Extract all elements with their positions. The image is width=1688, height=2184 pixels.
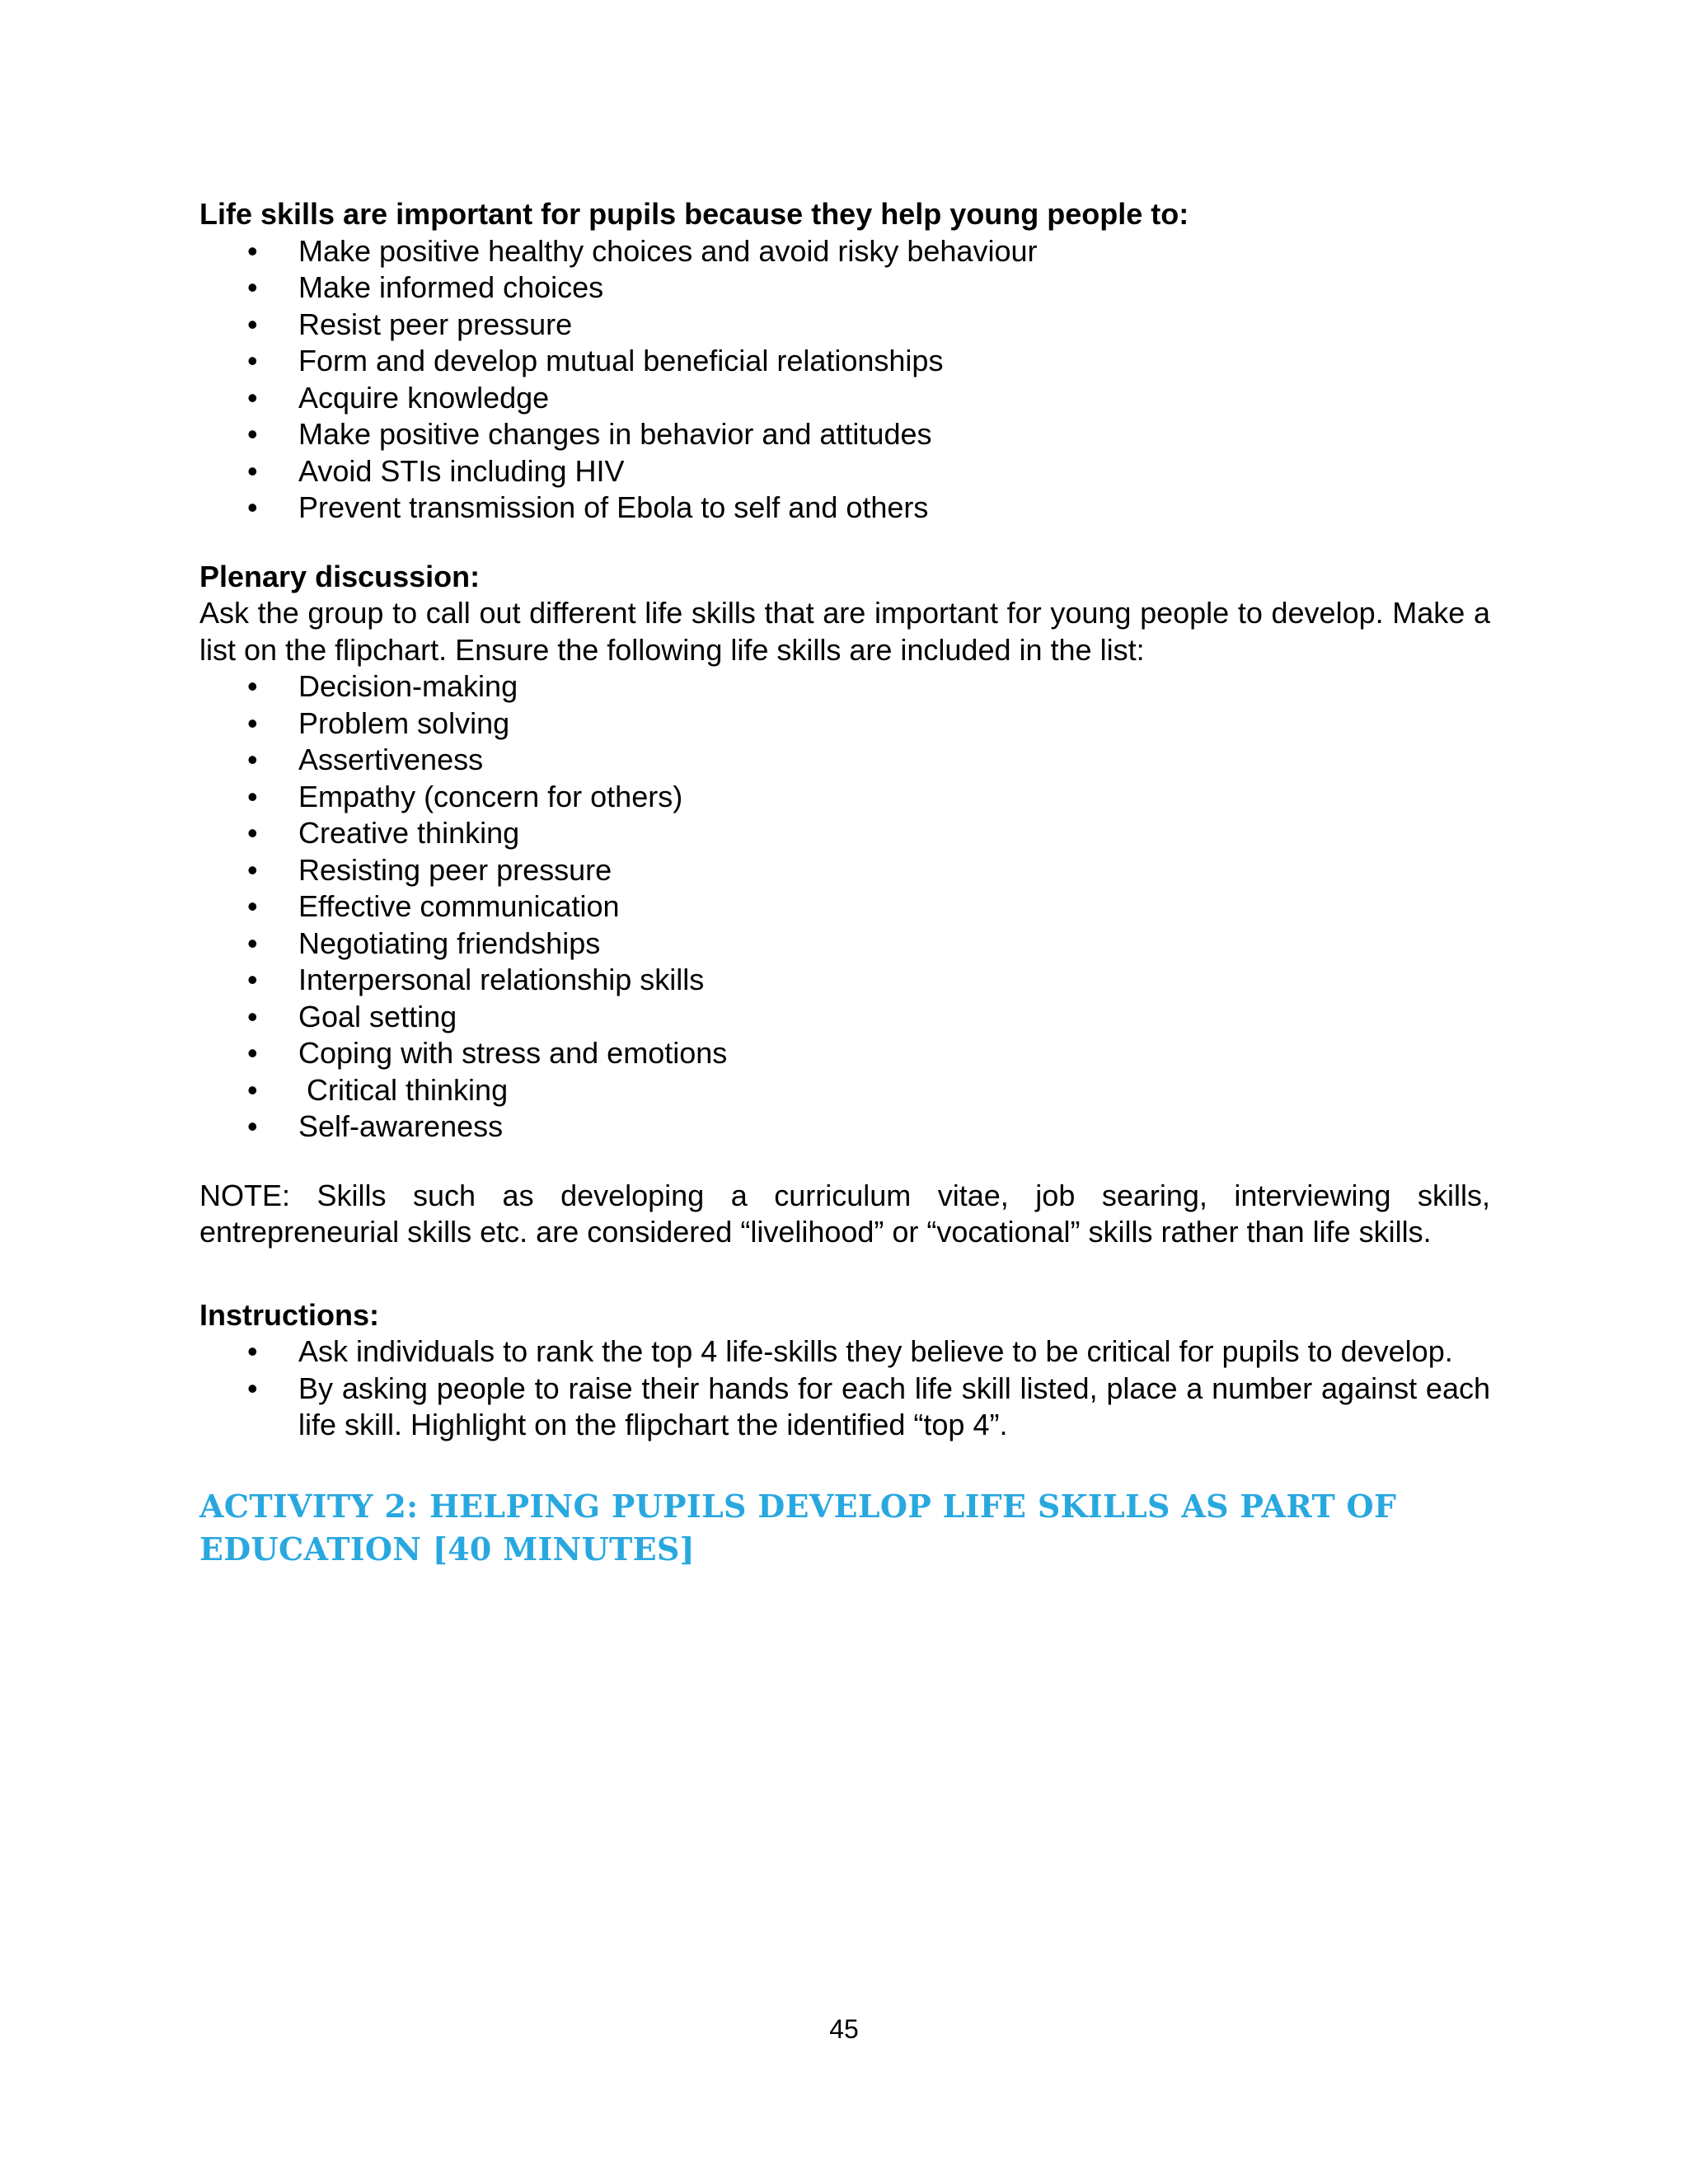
bullet-icon: • — [247, 852, 258, 887]
page-number: 45 — [829, 2014, 859, 2044]
bullet-icon: • — [247, 344, 258, 377]
bullet-icon: • — [247, 1371, 258, 1405]
bullet-icon: • — [247, 490, 258, 524]
list-item: • Coping with stress and emotions — [199, 1035, 1490, 1072]
list-item: • By asking people to raise their hands for each life skill listed, place a number against each life skill. Highlight on the flipchart the identified “top 4”. — [247, 1371, 1490, 1441]
importance-list — [199, 233, 1490, 527]
bullet-icon: • — [247, 453, 258, 488]
list-item: • Avoid STIs including HIV — [199, 453, 1490, 490]
life-skills-list — [199, 668, 1490, 1146]
list-item: • Self-awareness — [199, 1108, 1490, 1146]
list-item: • Resist peer pressure — [199, 307, 1490, 344]
list-item: • Form and develop mutual beneficial relationships — [199, 343, 1490, 380]
bullet-icon: • — [247, 417, 258, 451]
document-body — [199, 196, 1490, 1571]
list-item: • Interpersonal relationship skills — [199, 962, 1490, 999]
note-paragraph: NOTE: Skills such as developing a curriculum vitae, job searing, interviewing skills, entrepreneurial skills etc. are considered “livelihood” or “vocational” skills rather than life skills. — [199, 1178, 1490, 1249]
list-item: • Make positive healthy choices and avoid risky behaviour — [199, 233, 1490, 270]
list-item: • Acquire knowledge — [199, 380, 1490, 417]
bullet-icon: • — [247, 1109, 258, 1143]
list-item: • Effective communication — [199, 888, 1490, 926]
section-heading-instructions: Instructions: — [199, 1297, 380, 1332]
list-item: • Make positive changes in behavior and attitudes — [199, 416, 1490, 453]
list-item: • Negotiating friendships — [199, 926, 1490, 963]
bullet-icon: • — [247, 779, 258, 813]
bullet-icon: • — [247, 743, 258, 776]
bullet-icon: • — [247, 1334, 258, 1368]
bullet-icon: • — [247, 380, 258, 415]
bullet-icon: • — [247, 669, 258, 703]
bullet-icon: • — [247, 889, 258, 923]
bullet-icon: • — [247, 816, 258, 850]
list-item: • Goal setting — [199, 999, 1490, 1036]
section-heading-plenary: Plenary discussion: — [199, 559, 481, 593]
instructions-list — [199, 1333, 1490, 1444]
list-item: • Ask individuals to rank the top 4 life-skills they believe to be critical for pupils to develop. — [199, 1333, 1490, 1371]
list-item: • Resisting peer pressure — [199, 852, 1490, 889]
bullet-icon: • — [247, 270, 258, 304]
plenary-intro: Ask the group to call out different life skills that are important for young people to develop. Make a list on the flipchart. Ensure the following life skills are included in the list: — [199, 596, 1490, 667]
bullet-icon: • — [247, 705, 258, 740]
list-item: • Critical thinking — [199, 1072, 1490, 1109]
bullet-icon: • — [247, 233, 258, 268]
list-item: • Empathy (concern for others) — [199, 779, 1490, 816]
bullet-icon: • — [247, 926, 258, 960]
list-item: • Make informed choices — [199, 269, 1490, 307]
activity-heading: ACTIVITY 2: HELPING PUPILS DEVELOP LIFE SKILLS AS PART OF EDUCATION [40 MINUTES] — [199, 1487, 1397, 1568]
bullet-icon: • — [247, 307, 258, 341]
list-item: • Decision-making — [199, 668, 1490, 705]
list-item: • Creative thinking — [199, 815, 1490, 852]
bullet-icon: • — [247, 999, 258, 1033]
bullet-icon: • — [247, 963, 258, 996]
list-item: • Problem solving — [199, 705, 1490, 743]
bullet-icon: • — [247, 1036, 258, 1070]
bullet-icon: • — [247, 1072, 258, 1107]
list-item: • Prevent transmission of Ebola to self and others — [199, 490, 1490, 527]
section-heading-importance: Life skills are important for pupils because they help young people to: — [199, 197, 1189, 231]
list-item: • Assertiveness — [199, 742, 1490, 779]
